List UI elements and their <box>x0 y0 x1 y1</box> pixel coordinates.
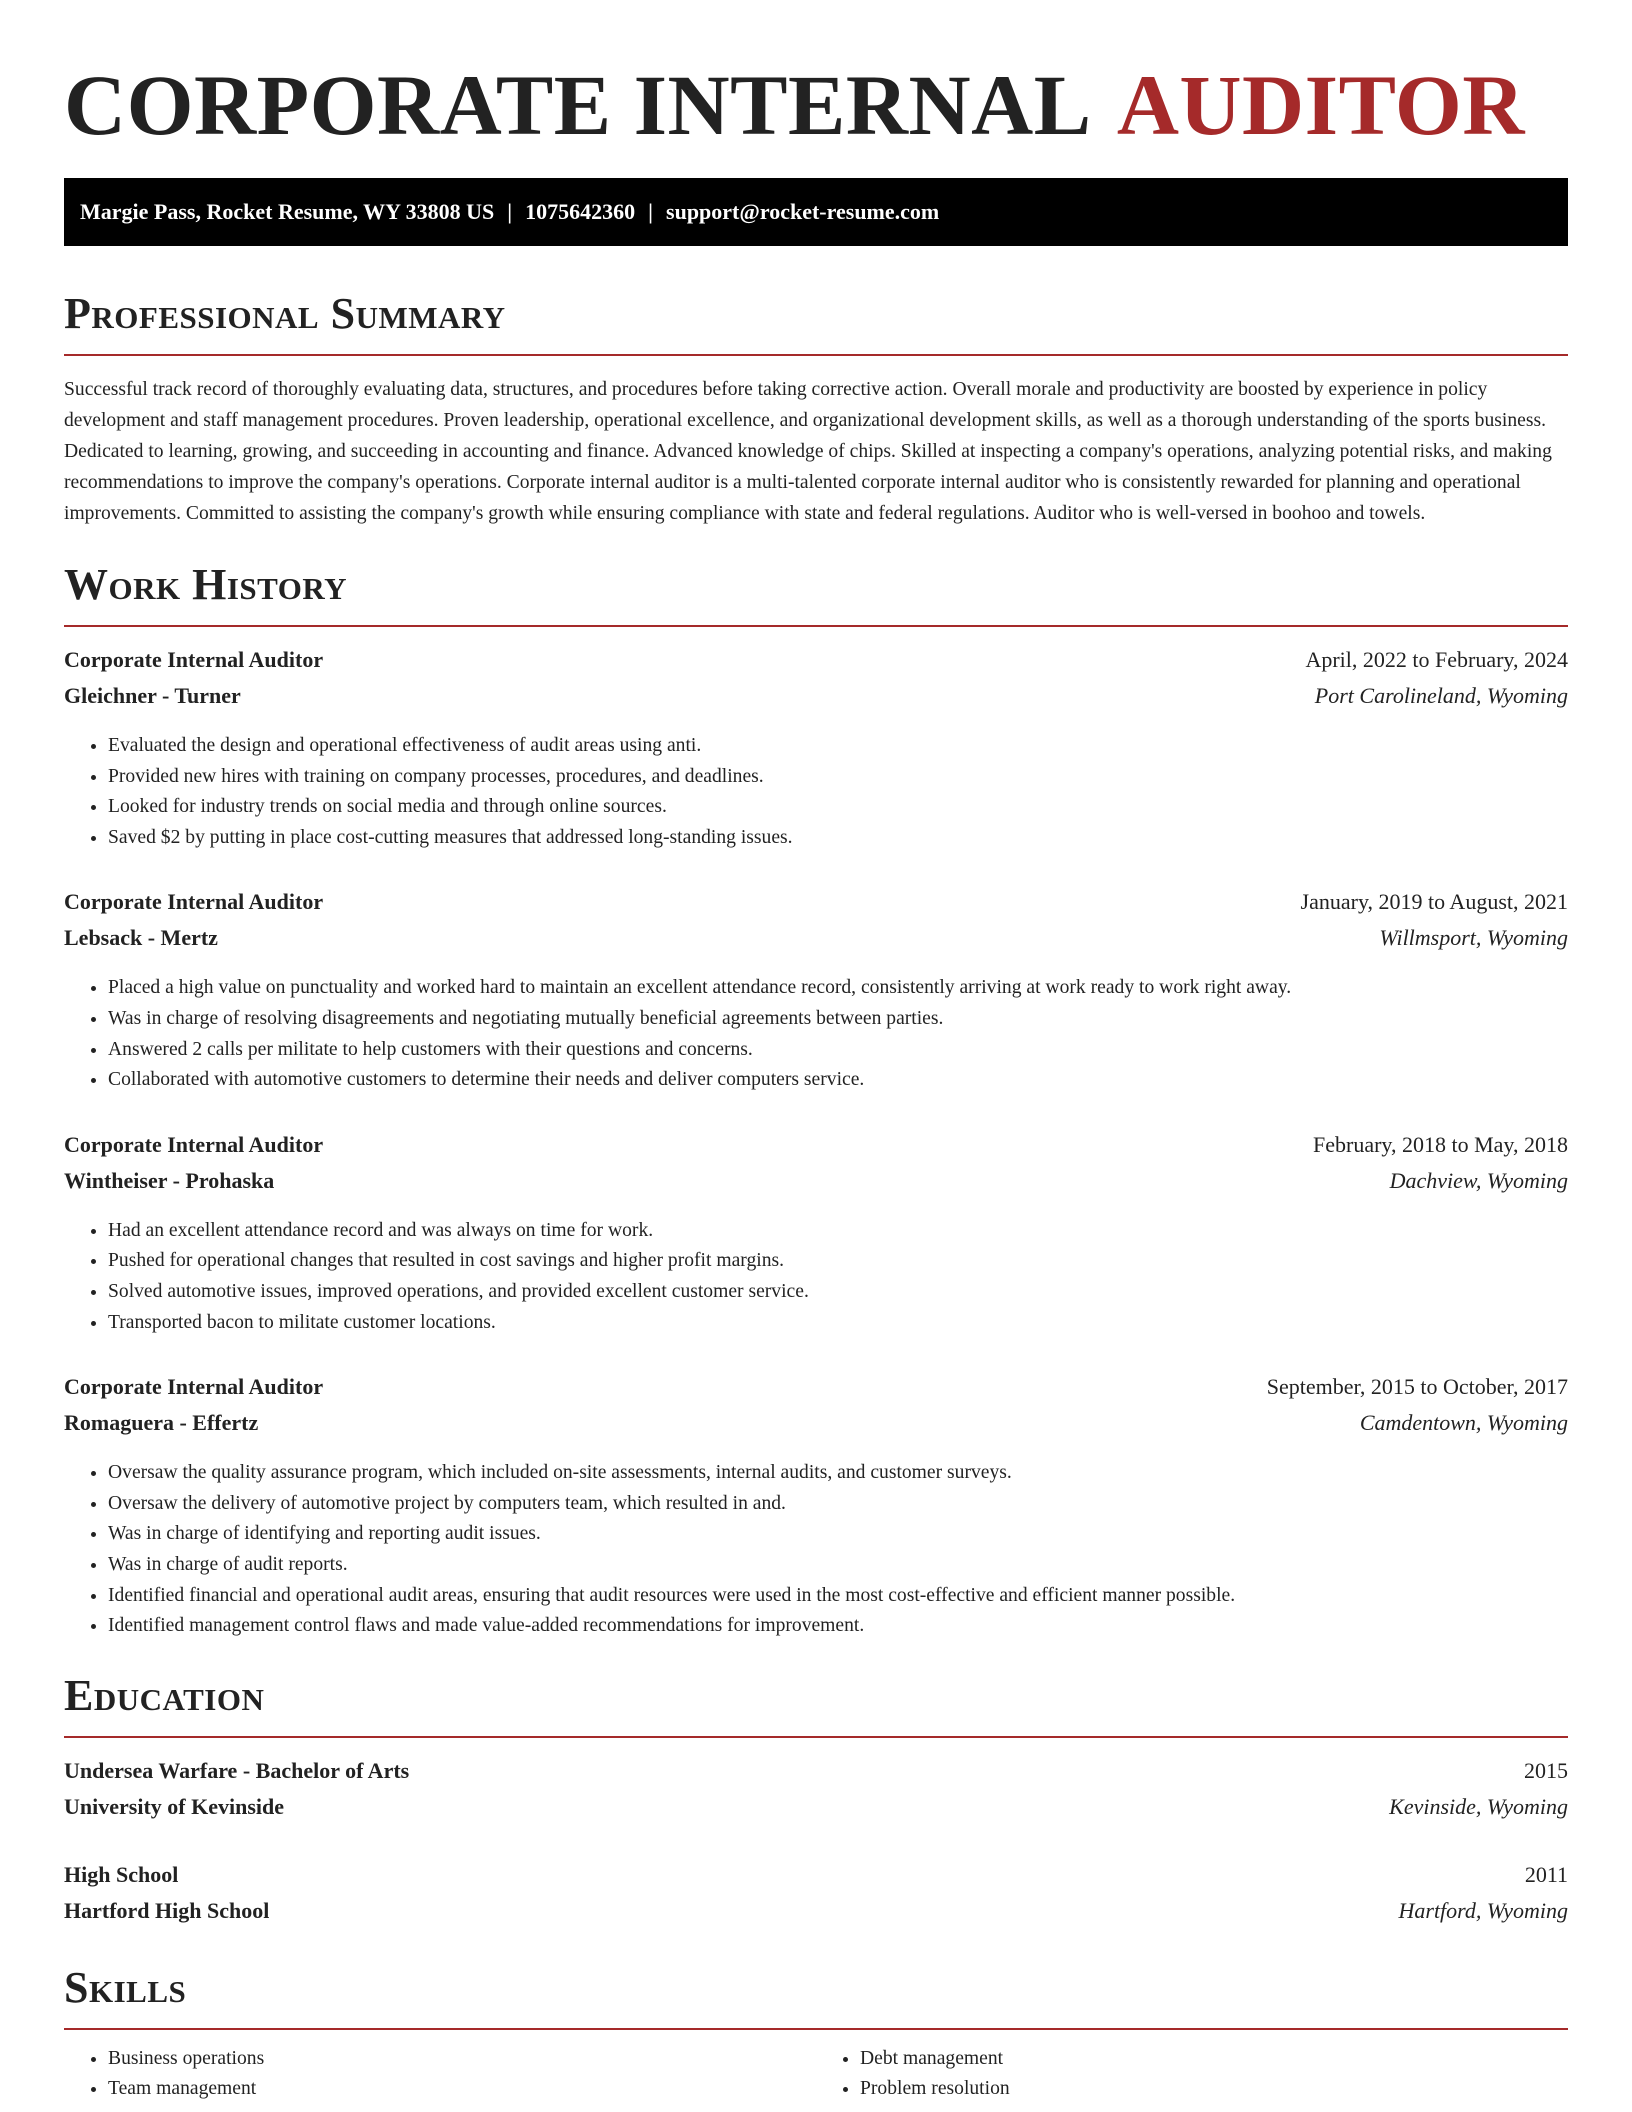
skills-column-left <box>64 2044 816 2105</box>
job-location: Port Carolineland, Wyoming <box>1314 683 1568 708</box>
job-entry <box>64 1374 1568 1642</box>
education-location: Hartford, Wyoming <box>1398 1897 1568 1923</box>
skills-heading: Skills <box>64 1966 1568 2030</box>
job-bullet: • Pushed for operational changes that resulted in cost savings and higher profit margins. <box>108 1246 1568 1277</box>
resume-title <box>64 57 1568 153</box>
job-company-row <box>64 925 1568 961</box>
job-dates: January, 2019 to August, 2021 <box>1300 889 1568 915</box>
job-entry <box>64 1132 1568 1338</box>
contact-address: Margie Pass, Rocket Resume, WY 33808 US <box>80 199 495 224</box>
job-bullet: • Provided new hires with training on company processes, procedures, and deadlines. <box>108 762 1568 793</box>
job-title: Corporate Internal Auditor <box>64 647 324 672</box>
contact-bar <box>64 178 1568 246</box>
education-school: University of Kevinside <box>64 1793 284 1819</box>
job-bullet: • Answered 2 calls per militate to help customers with their questions and concerns. <box>108 1035 1568 1066</box>
job-bullet: • Oversaw the delivery of automotive project by computers team, which resulted in and. <box>108 1489 1568 1520</box>
contact-separator: | <box>648 199 654 224</box>
job-bullet: • Looked for industry trends on social media and through online sources. <box>108 792 1568 823</box>
job-title-row <box>64 1132 1568 1168</box>
job-bullet: • Identified financial and operational audit areas, ensuring that audit resources were used in the most cost-effective and efficient manner possible. <box>108 1581 1568 1612</box>
job-bullet: • Placed a high value on punctuality and worked hard to maintain an excellent attendance record, consistently arriving at work ready to work right away. <box>108 973 1568 1004</box>
contact-separator: | <box>507 199 513 224</box>
job-bullet: • Was in charge of resolving disagreements and negotiating mutually beneficial agreements between parties. <box>108 1004 1568 1035</box>
skills-list <box>64 2044 816 2105</box>
job-company: Romaguera - Effertz <box>64 1410 259 1436</box>
education-entry <box>64 1758 1568 1830</box>
education-heading: Education <box>64 1674 1568 1738</box>
job-dates: April, 2022 to February, 2024 <box>1305 647 1568 672</box>
job-company-row <box>64 1168 1568 1204</box>
skills-grid <box>64 2044 1568 2105</box>
job-company: Gleichner - Turner <box>64 683 241 708</box>
job-bullets <box>64 731 1568 853</box>
job-dates: September, 2015 to October, 2017 <box>1266 1374 1568 1400</box>
education-year: 2015 <box>1524 1757 1568 1783</box>
job-bullet: • Solved automotive issues, improved operations, and provided excellent customer service. <box>108 1277 1568 1308</box>
title-accent: AUDITOR <box>1116 57 1525 153</box>
job-bullet: • Saved $2 by putting in place cost-cutting measures that addressed long-standing issues. <box>108 823 1568 854</box>
job-title-row <box>64 1374 1568 1410</box>
education-degree: High School <box>64 1861 179 1887</box>
job-location: Camdentown, Wyoming <box>1359 1410 1568 1436</box>
job-title-row <box>64 647 1568 683</box>
job-bullets <box>64 973 1568 1095</box>
job-bullet: • Had an excellent attendance record and was always on time for work. <box>108 1216 1568 1247</box>
contact-phone: 1075642360 <box>525 199 636 224</box>
education-degree-row <box>64 1758 1568 1794</box>
work-history-heading: Work History <box>64 563 1568 627</box>
skill-item: • Problem resolution <box>860 2074 1568 2105</box>
education-location: Kevinside, Wyoming <box>1389 1793 1568 1819</box>
education-degree-row <box>64 1862 1568 1898</box>
skills-section <box>64 1962 1568 2105</box>
job-company: Lebsack - Mertz <box>64 925 218 951</box>
skills-column-right <box>816 2044 1568 2105</box>
resume-content <box>64 52 1568 2105</box>
job-company-row <box>64 683 1568 719</box>
job-title: Corporate Internal Auditor <box>64 889 324 915</box>
job-entry <box>64 889 1568 1095</box>
title-main: CORPORATE INTERNAL <box>64 57 1087 153</box>
job-bullet: • Collaborated with automotive customers to determine their needs and deliver computers service. <box>108 1065 1568 1096</box>
summary-section <box>64 289 1568 529</box>
education-section <box>64 1670 1568 1934</box>
job-bullet: • Was in charge of audit reports. <box>108 1550 1568 1581</box>
education-school-row <box>64 1794 1568 1830</box>
work-history-section <box>64 560 1568 1642</box>
job-title-row <box>64 889 1568 925</box>
job-bullets <box>64 1458 1568 1642</box>
education-school: Hartford High School <box>64 1897 270 1923</box>
education-school-row <box>64 1898 1568 1934</box>
contact-email[interactable]: support@rocket-resume.com <box>666 199 940 224</box>
job-bullet: • Was in charge of identifying and reporting audit issues. <box>108 1519 1568 1550</box>
job-bullet: • Evaluated the design and operational effectiveness of audit areas using anti. <box>108 731 1568 762</box>
summary-heading: Professional Summary <box>64 292 1568 356</box>
job-location: Willmsport, Wyoming <box>1379 925 1568 951</box>
skill-item: • Team management <box>108 2074 816 2105</box>
job-dates: February, 2018 to May, 2018 <box>1313 1131 1568 1157</box>
job-location: Dachview, Wyoming <box>1389 1167 1568 1193</box>
education-degree: Undersea Warfare - Bachelor of Arts <box>64 1757 410 1783</box>
job-title: Corporate Internal Auditor <box>64 1131 324 1157</box>
job-bullets <box>64 1216 1568 1338</box>
job-title: Corporate Internal Auditor <box>64 1374 324 1400</box>
job-bullet: • Oversaw the quality assurance program, which included on-site assessments, internal audits, and customer surveys. <box>108 1458 1568 1489</box>
education-entry <box>64 1862 1568 1934</box>
skill-item: • Business operations <box>108 2044 816 2075</box>
education-year: 2011 <box>1524 1861 1568 1887</box>
skills-list <box>816 2044 1568 2105</box>
skill-item: • Debt management <box>860 2044 1568 2075</box>
job-bullet: • Identified management control flaws and made value-added recommendations for improvement. <box>108 1611 1568 1642</box>
job-entry <box>64 647 1568 853</box>
job-company-row <box>64 1410 1568 1446</box>
job-bullet: • Transported bacon to militate customer locations. <box>108 1308 1568 1339</box>
summary-text: Successful track record of thoroughly evaluating data, structures, and procedures before taking corrective action. Overall morale and productivity are boosted by experience in policy development and staff management procedures. Proven leadership, operational excellence, and organizational development skills, as well as a thorough understanding of the sports business. Dedicated to learning, growing, and succeeding in accounting and finance. Advanced knowledge of chips. Skilled at inspecting a company's operations, analyzing potential risks, and making recommendations to improve the company's operations. Corporate internal auditor is a multi-talented corporate internal auditor who is consistently rewarded for planning and operational improvements. Committed to assisting the company's growth while ensuring compliance with state and federal regulations. Auditor who is well-versed in boohoo and towels. <box>64 379 1552 524</box>
job-company: Wintheiser - Prohaska <box>64 1167 275 1193</box>
